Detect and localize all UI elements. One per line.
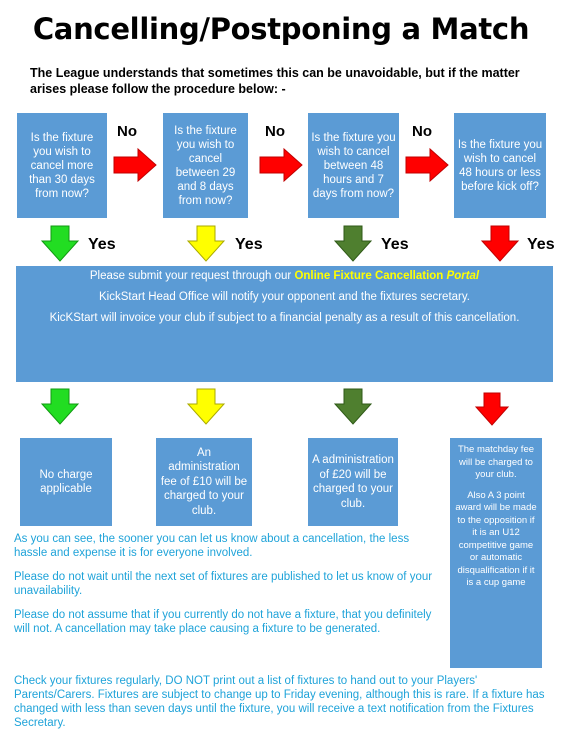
down-arrow-icon (40, 225, 80, 263)
outcome-box-1: No charge applicable (20, 438, 112, 526)
down-arrow-icon (474, 392, 510, 428)
yes-label-4: Yes (527, 236, 555, 253)
note-1: As you can see, the sooner you can let us know about a cancellation, the less hassle and expense it is for everyone involved. (14, 533, 410, 559)
request-line-3: KicKStart will invoice your club if subject to a financial penalty as a result of this cancellation. (49, 312, 520, 324)
outcome-4-extra: Also A 3 point award will be made to the opposition if it is an U12 competitive game or automatic disqualification if it is a cup game (455, 489, 537, 588)
portal-link-italic: Portal (446, 270, 480, 282)
no-label-1: No (117, 123, 137, 140)
yes-label-2: Yes (235, 236, 263, 253)
right-arrow-icon (404, 147, 450, 183)
question-box-2: Is the fixture you wish to cancel between 29 and 8 days from now? (163, 113, 248, 218)
note-2: Please do not wait until the next set of fixtures are published to let us know of your unavailability. (14, 571, 433, 597)
outcome-box-4 (450, 438, 542, 668)
no-label-3: No (412, 123, 432, 140)
page-title: Cancelling/Postponing a Match (32, 12, 530, 46)
request-prefix: Please submit your request through our (89, 270, 295, 282)
down-arrow-icon (333, 388, 373, 426)
down-arrow-icon (333, 225, 373, 263)
request-box (16, 266, 553, 382)
request-line-2: KickStart Head Office will notify your opponent and the fixtures secretary. (99, 291, 470, 303)
note-3: Please do not assume that if you currently do not have a fixture, that you definitely will not. A cancellation may take place causing a fixture to be generated. (14, 609, 432, 635)
question-box-4: Is the fixture you wish to cancel 48 hours or less before kick off? (454, 113, 546, 218)
yes-label-3: Yes (381, 236, 409, 253)
question-box-1: Is the fixture you wish to cancel more than 30 days from now? (17, 113, 107, 218)
portal-link[interactable] (294, 270, 479, 282)
outcome-4-text: The matchday fee will be charged to your club. (457, 444, 535, 480)
outcome-box-2: An administration fee of £10 will be charged to your club. (156, 438, 252, 526)
down-arrow-icon (480, 225, 520, 263)
request-line-1 (16, 270, 553, 283)
notes (14, 532, 434, 646)
right-arrow-icon (258, 147, 304, 183)
down-arrow-icon (186, 225, 226, 263)
footer-note: Check your fixtures regularly, DO NOT print out a list of fixtures to hand out to your Players' Parents/Carers. Fixtures are subject to change up to Friday evening, although this is rare. If a fixture has changed with less than seven days until the fixture, you will receive a text notification from the Fixtures Secretary. (14, 675, 545, 729)
portal-link-text: Online Fixture Cancellation (294, 270, 447, 282)
yes-label-1: Yes (88, 236, 116, 253)
down-arrow-icon (186, 388, 226, 426)
right-arrow-icon (112, 147, 158, 183)
down-arrow-icon (40, 388, 80, 426)
question-box-3: Is the fixture you wish to cancel between 48 hours and 7 days from now? (308, 113, 399, 218)
intro-text: The League understands that sometimes this can be unavoidable, but if the matter arises please follow the procedure below: - (30, 66, 520, 96)
outcome-box-3: A administration of £20 will be charged to your club. (308, 438, 398, 526)
no-label-2: No (265, 123, 285, 140)
